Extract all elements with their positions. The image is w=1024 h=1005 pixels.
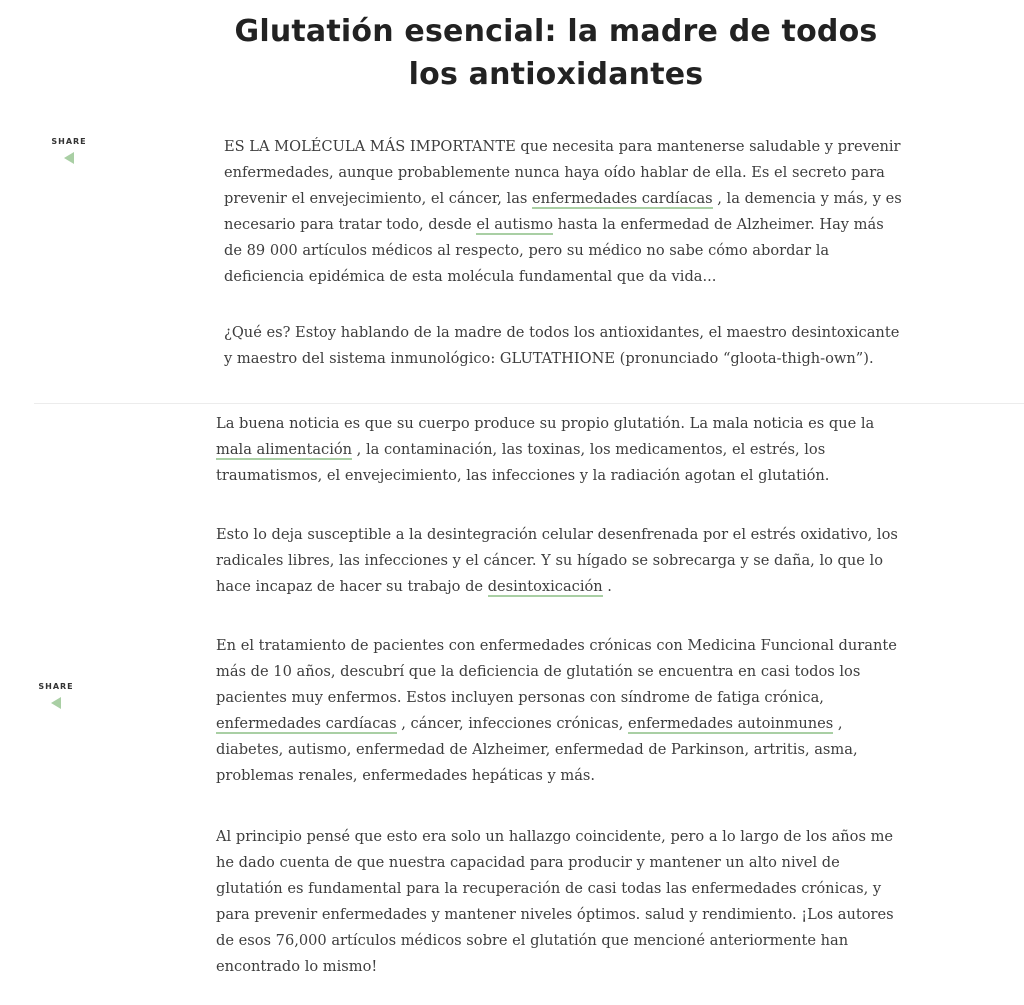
text-fragment: hace incapaz de hacer su trabajo de (216, 578, 488, 595)
text-line: Esto lo deja susceptible a la desintegración celular desenfrenada por el estrés oxidativo, los (216, 526, 898, 543)
share-label: SHARE (38, 682, 74, 691)
text-line: he dado cuenta de que nuestra capacidad para producir y mantener un alto nivel de (216, 854, 840, 871)
text-fragment: , la contaminación, las toxinas, los medicamentos, el estrés, los (352, 441, 826, 458)
text-line: diabetes, autismo, enfermedad de Alzheimer, enfermedad de Parkinson, artritis, asma, (216, 741, 858, 758)
share-widget[interactable] (26, 682, 86, 713)
what-is-paragraph (224, 320, 904, 372)
text-line (216, 711, 906, 737)
share-arrow-icon[interactable] (64, 152, 74, 164)
article-title-line-2: los antioxidantes (408, 57, 704, 92)
link-enfermedades-cardiacas[interactable]: enfermedades cardíacas (216, 715, 397, 732)
text-line: más de 10 años, descubrí que la deficiencia de glutatión se encuentra en casi todos los (216, 663, 861, 680)
text-line: glutatión es fundamental para la recuperación de casi todas las enfermedades crónicas, y (216, 880, 882, 897)
text-fragment: hasta la enfermedad de Alzheimer. Hay más (553, 216, 884, 233)
text-line: radicales libres, las infecciones y el cáncer. Y su hígado se sobrecarga y se daña, lo que lo (216, 552, 884, 569)
text-line: encontrado lo mismo! (216, 958, 378, 975)
text-line: Al principio pensé que esto era solo un hallazgo coincidente, pero a lo largo de los años me (216, 828, 894, 845)
share-widget[interactable] (39, 137, 99, 168)
intro-paragraph (224, 134, 904, 290)
text-line: ES LA MOLÉCULA MÁS IMPORTANTE que necesita para mantenerse saludable y prevenir (224, 138, 901, 155)
conclusion-paragraph (216, 824, 906, 980)
text-line: y maestro del sistema inmunológico: GLUTATHIONE (pronunciado “gloota-thigh-own”). (224, 350, 874, 367)
text-line: enfermedades, aunque probablemente nunca haya oído hablar de ella. Es el secreto para (224, 164, 885, 181)
text-line: La buena noticia es que su cuerpo produce su propio glutatión. La mala noticia es que la (216, 415, 875, 432)
text-fragment: . (602, 578, 612, 595)
text-fragment: prevenir el envejecimiento, el cáncer, las (224, 190, 533, 207)
text-fragment: necesario para tratar todo, desde (224, 216, 477, 233)
text-fragment: , cáncer, infecciones crónicas, (396, 715, 628, 732)
link-el-autismo[interactable]: el autismo (476, 216, 554, 233)
link-mala-alimentacion[interactable]: mala alimentación (216, 441, 353, 458)
article-title-line-1: Glutatión esencial: la madre de todos (234, 14, 878, 49)
text-line (216, 574, 906, 600)
treatment-paragraph (216, 633, 906, 789)
text-line: de 89 000 artículos médicos al respecto, pero su médico no sabe cómo abordar la (224, 242, 830, 259)
article-title (0, 10, 1024, 96)
text-line: ¿Qué es? Estoy hablando de la madre de todos los antioxidantes, el maestro desintoxicante (224, 324, 900, 341)
link-desintoxicacion[interactable]: desintoxicación (487, 578, 603, 595)
text-line (216, 437, 906, 463)
text-fragment: , la demencia y más, y es (712, 190, 902, 207)
text-fragment: , (833, 715, 843, 732)
text-line: traumatismos, el envejecimiento, las infecciones y la radiación agotan el glutatión. (216, 467, 830, 484)
link-enfermedades-autoinmunes[interactable]: enfermedades autoinmunes (627, 715, 834, 732)
text-line: problemas renales, enfermedades hepáticas y más. (216, 767, 596, 784)
text-line (224, 186, 904, 212)
share-arrow-icon[interactable] (51, 697, 61, 709)
text-line: de esos 76,000 artículos médicos sobre el glutatión que mencioné anteriormente han (216, 932, 849, 949)
good-news-paragraph (216, 411, 906, 489)
section-divider (34, 403, 1024, 404)
link-enfermedades-cardiacas[interactable]: enfermedades cardíacas (532, 190, 713, 207)
text-line: pacientes muy enfermos. Estos incluyen personas con síndrome de fatiga crónica, (216, 689, 824, 706)
text-line: deficiencia epidémica de esta molécula fundamental que da vida... (224, 268, 717, 285)
text-line: para prevenir enfermedades y mantener niveles óptimos. salud y rendimiento. ¡Los autores (216, 906, 894, 923)
text-line (224, 212, 904, 238)
share-label: SHARE (51, 137, 87, 146)
text-line: En el tratamiento de pacientes con enfermedades crónicas con Medicina Funcional durante (216, 637, 897, 654)
susceptible-paragraph (216, 522, 906, 600)
